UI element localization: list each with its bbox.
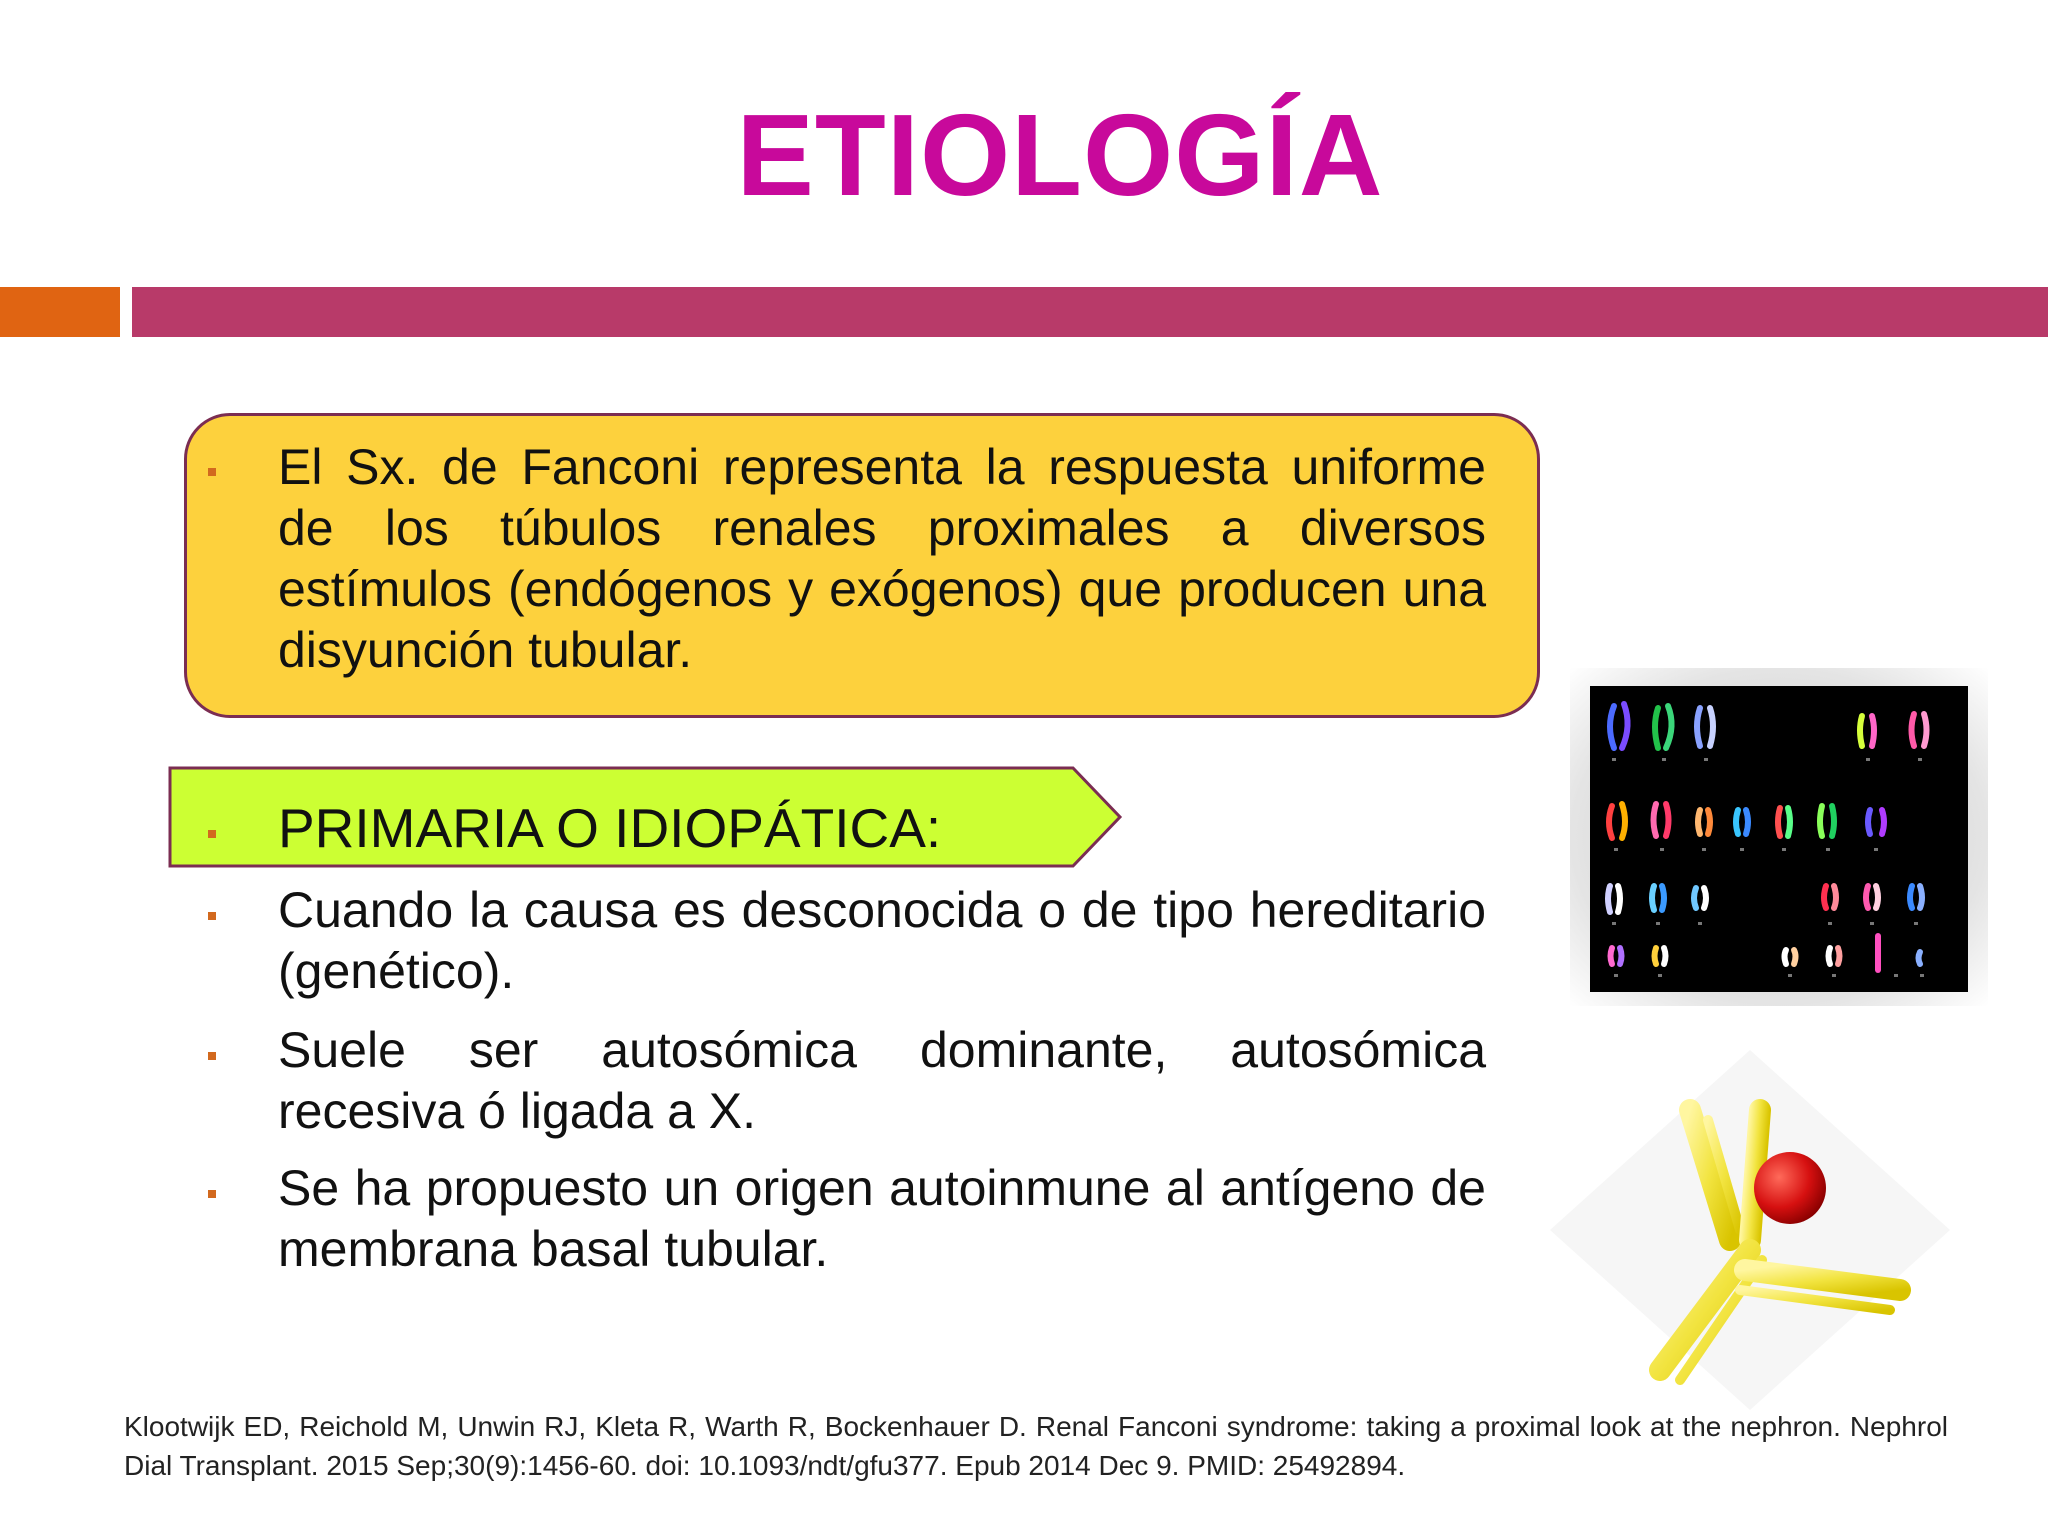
header-band-accent — [0, 287, 120, 337]
slide-title: ETIOLOGÍA — [736, 90, 1384, 220]
primary-heading: PRIMARIA O IDIOPÁTICA: — [278, 797, 942, 859]
primary-bullet-icon — [208, 830, 216, 838]
intro-text: El Sx. de Fanconi representa la respuesta uniforme de los túbulos renales proximales a diversos estímulos (endógenos y exógenos) que producen una disyunción tubular. — [278, 439, 1486, 678]
bullet-icon — [208, 912, 216, 920]
intro-bullet-icon — [208, 468, 216, 476]
primary-bullet-1: Cuando la causa es desconocida o de tipo hereditario (genético). — [278, 882, 1486, 999]
primary-bullet-2: Suele ser autosómica dominante, autosómica recesiva ó ligada a X. — [278, 1022, 1486, 1139]
karyotype-image — [1590, 686, 1968, 992]
antibody-image — [1540, 1040, 1960, 1420]
bullet-icon — [208, 1052, 216, 1060]
citation-reference: Klootwijk ED, Reichold M, Unwin RJ, Kleta R, Warth R, Bockenhauer D. Renal Fanconi syndrome: taking a proximal look at the nephron. Nephrol Dial Transplant. 2015 Sep;30(9):1456-60. doi: 10.1093/ndt/gfu377. Epub 2014 Dec 9. PMID: 25492894. — [124, 1411, 1948, 1481]
primary-bullet-3: Se ha propuesto un origen autoinmune al antígeno de membrana basal tubular. — [278, 1160, 1486, 1277]
bullet-icon — [208, 1190, 216, 1198]
header-band — [132, 287, 2048, 337]
